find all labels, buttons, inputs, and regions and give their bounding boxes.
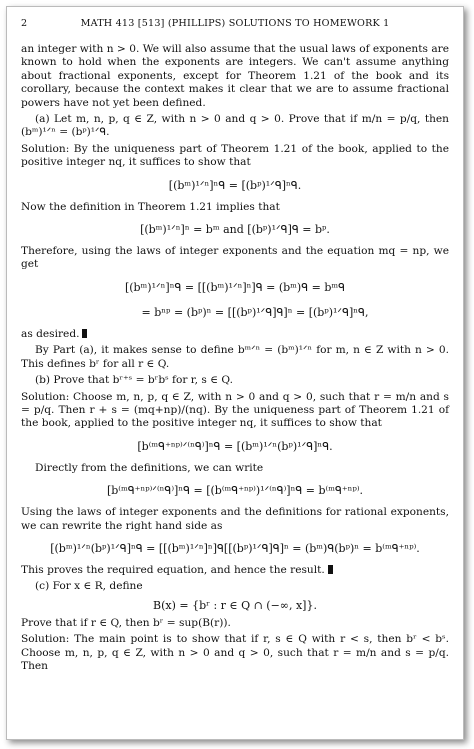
laws-line: Therefore, using the laws of integer exponents and the equation mq = np, we get xyxy=(21,245,449,271)
equation-5: [b⁽ᵐᑫ⁺ⁿᵖ⁾ᐟ⁽ⁿᑫ⁾]ⁿᑫ = [(b⁽ᵐᑫ⁺ⁿᵖ⁾)¹ᐟ⁽ⁿᑫ⁾]ⁿᑫ = b⁽ᵐᑫ⁺ⁿᵖ⁾. xyxy=(106,484,364,498)
page-number: 2 xyxy=(21,18,28,29)
by-part-paragraph: By Part (a), it makes sense to define bᵐᐟⁿ = (bᵐ)¹ᐟⁿ for m, n ∈ Z with n > 0. This defines bʳ for all r ∈ Q. xyxy=(21,344,449,370)
equation-7: B(x) = {bʳ : r ∈ Q ∩ (−∞, x]}. xyxy=(153,598,317,612)
qed-box xyxy=(328,565,333,574)
qed-box xyxy=(82,329,87,338)
part-c-prove: Prove that if r ∈ Q, then bʳ = sup(B(r)). xyxy=(21,616,231,629)
equation-6: [(bᵐ)¹ᐟⁿ(bᵖ)¹ᐟᑫ]ⁿᑫ = [[(bᵐ)¹ᐟⁿ]ⁿ]ᑫ[[(bᵖ)¹ᐟᑫ]ᑫ]ⁿ = (bᵐ)ᑫ(bᵖ)ⁿ = b⁽ᵐᑫ⁺ⁿᵖ⁾. xyxy=(50,541,420,555)
intro-paragraph: an integer with n > 0. We will also assume that the usual laws of exponents are known to hold when the exponents are integers. We can't assume anything about fractional exponents, except for Theorem 1.21 of the book and its corollary, because the context makes it clear that we are to assume fractional powers have not yet been defined. xyxy=(21,43,449,109)
as-desired-line xyxy=(21,328,449,341)
running-header xyxy=(21,18,449,32)
equation-2: [(bᵐ)¹ᐟⁿ]ⁿ = bᵐ and [(bᵖ)¹ᐟᑫ]ᑫ = bᵖ. xyxy=(140,223,330,237)
part-a-solution: Solution: By the uniqueness part of Theorem 1.21 of the book, applied to the positive integer nq, it suffices to show that xyxy=(21,142,449,169)
document-page xyxy=(6,6,464,740)
header-title: MATH 413 [513] (PHILLIPS) SOLUTIONS TO HOMEWORK 1 xyxy=(80,18,390,29)
as-desired-text: as desired. xyxy=(21,327,80,340)
part-b-statement: (b) Prove that bʳ⁺ˢ = bʳbˢ for r, s ∈ Q. xyxy=(35,374,233,387)
directly-line: Directly from the definitions, we can write xyxy=(35,461,264,474)
equation-1: [(bᵐ)¹ᐟⁿ]ⁿᑫ = [(bᵖ)¹ᐟᑫ]ⁿᑫ. xyxy=(168,178,302,192)
using-paragraph: Using the laws of integer exponents and the definitions for rational exponents, we can rewrite the right hand side as xyxy=(21,506,449,532)
equation-3a: [(bᵐ)¹ᐟⁿ]ⁿᑫ = [[(bᵐ)¹ᐟⁿ]ⁿ]ᑫ = (bᵐ)ᑫ = bᵐᑫ xyxy=(124,280,346,294)
part-b-solution: Solution: Choose m, n, p, q ∈ Z, with n > 0 and q > 0, such that r = m/n and s = p/q. Then r + s = (mq+np)/(nq). By the uniqueness part of Theorem 1.21 of the book, applied to the positive integer nq, it suffices to show that xyxy=(21,390,449,430)
proves-line xyxy=(21,564,449,577)
definition-line: Now the definition in Theorem 1.21 implies that xyxy=(21,200,280,213)
page-body xyxy=(21,43,449,673)
part-c-statement: (c) For x ∈ R, define xyxy=(35,580,143,593)
proves-text: This proves the required equation, and hence the result. xyxy=(21,563,325,576)
part-a-statement: (a) Let m, n, p, q ∈ Z, with n > 0 and q > 0. Prove that if m/n = p/q, then (bᵐ)¹ᐟⁿ = (bᵖ)¹ᐟᑫ. xyxy=(21,113,449,139)
equation-4: [b⁽ᵐᑫ⁺ⁿᵖ⁾ᐟ⁽ⁿᑫ⁾]ⁿᑫ = [(bᵐ)¹ᐟⁿ(bᵖ)¹ᐟᑫ]ⁿᑫ. xyxy=(137,439,333,453)
equation-3b: = bⁿᵖ = (bᵖ)ⁿ = [[(bᵖ)¹ᐟᑫ]ᑫ]ⁿ = [(bᵖ)¹ᐟᑫ]ⁿᑫ, xyxy=(141,305,369,319)
part-c-solution: Solution: The main point is to show that if r, s ∈ Q with r < s, then bʳ < bˢ. Choose m, n, p, q ∈ Z, with n > 0 and q > 0, such that r = m/n and s = p/q. Then xyxy=(21,633,449,672)
